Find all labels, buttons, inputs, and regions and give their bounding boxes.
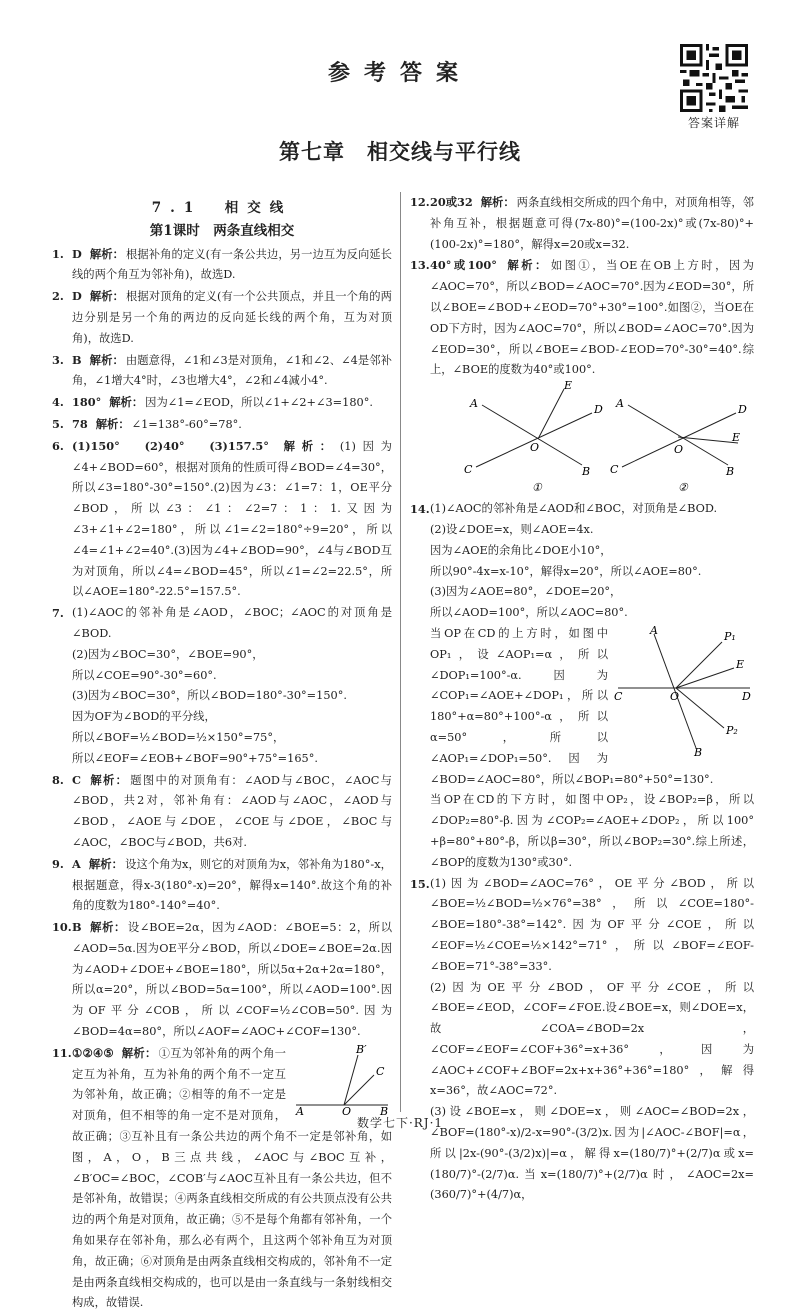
answer-item-5: 5. 78 解析： ∠1=138°-60°=78°. [52,416,242,431]
svg-text:B: B [380,1104,389,1118]
answer-item-11: 11. A O B B′ C ①②④⑤ 解析： ①互为邻补角的两个角一定互为补角，互为补角的两个角不一定互为邻补角，故正确；②相等的角不一定是对顶角，但不相等的角一定不是对顶角，故正确；③互补且有一条公共边的两个角不一定是邻补角，如图，A，O，B三点共线，∠AOC与∠BOC互补，∠B′OC=∠BOC，∠COB′与∠AOC互补且有一条公共边，但不是邻补角，故错误；④两条直线相交所成的有公共顶点没有公共边的两个角是对顶角，故正确；⑤不是每个角都有邻补角，一个角如果存在邻补角，那么必有两个，且这两个邻补角互为对顶角，故正确；⑥对顶角是由两条直线相交构成的，邻补角不一定是由两条直线相交构成的，也可以是由一条直线与一条射线相交构成，故错误. [52,1042,392,1310]
svg-text:P₂: P₂ [726,723,738,737]
q11-figure [292,1042,392,1118]
svg-text:B: B [726,465,735,479]
right-column [410,192,754,1206]
svg-text:A: A [616,397,624,411]
answer-item-4: 4. 180° 解析： 因为∠1=∠EOD，所以∠1+∠2+∠3=180°. [52,395,373,410]
svg-text:D: D [742,689,751,703]
svg-text:②: ② [678,481,688,495]
page-footer: 数学七下·RJ·1 [356,1116,444,1130]
answer-item-14: 14. (1)∠AOC的邻补角是∠AOD和∠BOC，对顶角是∠BOD. (2)设∠DOE=x，则∠AOE=4x. 因为∠AOE的余角比∠DOE小10°， 所以90°-4x=x-10°，解得x=20°，所以∠AOE=80°. (3)因为∠AOE=80°，∠DOE=20°， 所以∠AOD=100°，所以∠AOC=80°. A P₁ E C D O B P₂ 当OP在CD的上方时，如图中OP₁，设∠AOP₁=α，所以∠DOP₁=100°-α.因为∠COP₁=∠AOE+∠DOP₁，所以180°+α=80°+100°-α，所以α=50°，所以∠AOP₁=∠DOP₁=50°.因为∠BOD=∠AOC=80°，所以∠BOP₁=80°+50°=130°. 当OP在CD的下方时，如图中OP₂，设∠BOP₂=β，所以∠DOP₂=80°-β.因为∠COP₂=∠AOE+∠DOP₂，所以100°+β=80°+80°-β，所以β=30°，所以∠BOP₂=30°.综上所述，∠BOP的度数为130°或30°. [410,502,754,869]
q14-figure [614,623,754,759]
svg-text:O: O [674,443,684,457]
svg-text:C: C [610,463,619,477]
svg-text:A: A [650,623,658,637]
svg-text:E: E [736,657,745,671]
q13-figure-2 [610,397,747,494]
svg-text:B: B [582,465,591,479]
column-divider [400,192,401,1112]
svg-text:A: A [470,397,478,411]
svg-text:D: D [738,403,747,417]
chapter-title: 第七章 相交线与平行线 [279,139,521,164]
answer-item-2: 2. D 解析： 根据对顶角的定义(有一个公共顶点，并且一个角的两边分别是另一个角的两边的反向延长线的两个角，互为对顶角)，故选D. [52,289,392,345]
svg-text:O: O [530,441,540,455]
answer-item-15: 15. (1)因为∠BOD=∠AOC=76°，OE平分∠BOD，所以∠BOE=½∠BOD=½×76°=38°，所以∠COE=180°-∠BOE=180°-38°=142°.因为OF平分∠COE，所以∠EOF=½∠COE=½×142°=71°，所以∠BOF=∠EOF-∠BOE=71°-38°=33°. (2)因为OE平分∠BOD，OF平分∠COE，所以∠BOE=∠EOD，∠COF=∠FOE.设∠BOE=x，则∠DOE=x，故∠COA=∠BOD=2x，∠COF=∠EOF=∠COF+36°=x+36°，因为∠AOC+∠COF+∠BOF=2x+x+36°+36°=180°，解得x=36°，故∠AOC=72°. (3)设∠BOE=x，则∠DOE=x，则∠AOC=∠BOD=2x，∠BOF=(180°-x)/2-x=90°-(3/2)x.因为|∠AOC-∠BOF|=α，所以|2x-(90°-(3/2)x)|=α，解得x=(180/7)°+(2/7)α或x=(180/7)°-(2/7)α.当x=(180/7)°+(2/7)α时，∠AOC=2x=(360/7)°+(4/7)α， [410,876,754,1202]
svg-text:A: A [296,1104,304,1118]
answer-item-6: 6. (1)150° (2)40° (3)157.5° 解析： (1)因为∠4+∠BOD=60°，根据对顶角的性质可得∠BOD=∠4=30°，所以∠3=180°-30°=150°.(2)因为∠3：∠1=7：1，OE平分∠BOD，所以∠3：∠1：∠2=7：1：1.又因为∠3+∠1+∠2=180°，所以∠1=∠2=180°÷9=20°，所以∠4=∠1+∠2=40°.(3)因为∠4+∠BOD=90°，∠4与∠BOD互为对顶角，所以∠4=∠BOD=45°，所以∠1=∠2=22.5°，所以∠AOE=180°-22.5°=157.5°. [52,438,392,599]
q13-figure-1 [464,379,603,494]
svg-text:O: O [342,1104,352,1118]
answer-item-12: 12. 20或32 解析： 两条直线相交所成的四个角中，对顶角相等，邻补角互补，根据题意可得(7x-80)°=(100-2x)°或(7x-80)°+(100-2x)°=180°，解得x=20或x=32. [410,195,754,251]
answer-item-13: 13. 40°或100° 解析： 如图①，当OE在OB上方时，因为∠AOC=70°，所以∠BOD=∠AOC=70°.因为∠EOD=30°，所以∠BOE=∠BOD+∠EOD=70°+30°=100°.如图②，当OE在OD下方时，因为∠AOC=70°，所以∠BOD=∠AOC=70°.因为∠EOD=30°，所以∠BOE=∠BOD-∠EOD=70°-30°=40°.综上，∠BOE的度数为40°或100°. A D E C B O ① A D E C B O ② [410,258,754,495]
section-title: 7.1 相交线 [151,200,293,216]
svg-text:C: C [376,1064,385,1078]
answer-item-8: 8. C 解析： 题图中的对顶角有：∠AOD与∠BOC，∠AOC与∠BOD，共2对，邻补角有：∠AOD与∠AOC，∠AOD与∠BOD，∠AOE与∠DOE，∠COE与∠DOE，∠BOC与∠AOC，∠BOC与∠BOD，共6对. [52,772,392,849]
svg-text:O: O [670,689,680,703]
svg-text:C: C [614,689,623,703]
svg-text:E: E [564,379,573,393]
svg-text:①: ① [532,481,542,495]
svg-text:C: C [464,463,473,477]
qr-label: 答案详解 [687,116,740,130]
svg-text:D: D [594,403,603,417]
answer-item-7: 7. (1)∠AOC的邻补角是∠AOD，∠BOC；∠AOC的对顶角是∠BOD. (2)因为∠BOC=30°，∠BOE=90°， 所以∠COE=90°-30°=60°. (3)因为∠BOC=30°，所以∠BOD=180°-30°=150°. 因为OF为∠BOD的平分线， 所以∠BOF=½∠BOD=½×150°=75°， 所以∠EOF=∠EOB+∠BOF=90°+75°=165°. [52,606,392,765]
lesson-title: 第1课时 两条直线相交 [149,222,295,239]
svg-text:E: E [732,431,741,445]
page-header: 参考答案 [327,60,472,86]
left-column [52,192,392,1314]
svg-text:B: B [694,745,703,759]
q13-figures [442,379,747,495]
answer-item-1: 1. D 解析： 根据补角的定义(有一条公共边，另一边互为反向延长线的两个角互为邻补角)，故选D. [52,246,392,282]
qr-code-icon [680,44,748,112]
answer-item-10: 10. B 解析： 设∠BOE=2α，因为∠AOD：∠BOE=5：2，所以∠AOD=5α.因为OE平分∠BOD，所以∠DOE=∠BOE=2α.因为∠AOD+∠DOE+∠BOE=180°，所以5α+2α+2α=180°，所以α=20°，所以∠BOD=5α=100°，所以∠AOD=100°.因为OF平分∠COB，所以∠COF=½∠COB=50°.因为∠BOD=4α=80°，所以∠AOF=∠AOC+∠COF=130°. [52,920,392,1039]
svg-text:B′: B′ [356,1042,367,1056]
answer-item-9: 9. A 解析： 设这个角为x，则它的对顶角为x，邻补角为180°-x，根据题意，得x-3(180°-x)=20°，解得x=140°.故这个角的补角的度数为180°-140°=40°. [52,856,392,913]
answer-item-3: 3. B 解析： 由题意得，∠1和∠3是对顶角，∠1和∠2、∠4是邻补角，∠1增大4°时，∠3也增大4°，∠2和∠4减小4°. [52,352,392,388]
svg-text:P₁: P₁ [724,629,736,643]
